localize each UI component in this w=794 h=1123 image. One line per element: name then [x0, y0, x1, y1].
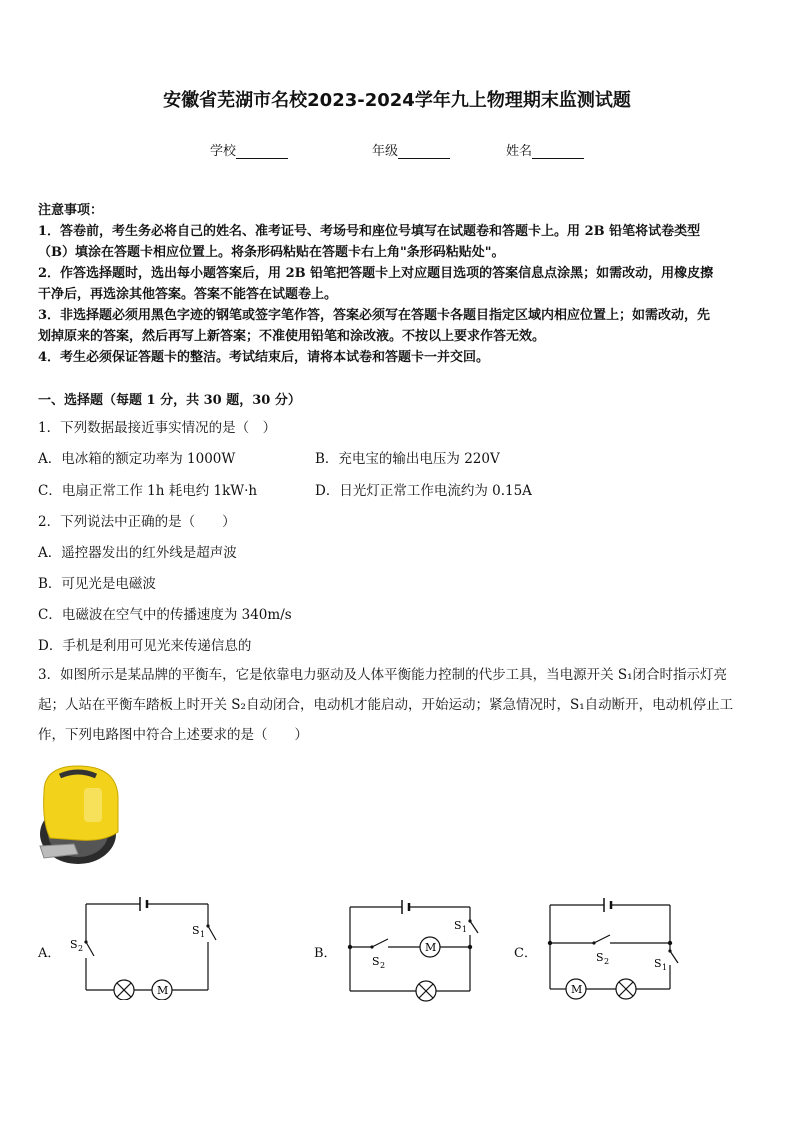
grade-field: [372, 140, 450, 159]
switch-contact: [668, 949, 671, 952]
q2-option-a[interactable]: A．遥控器发出的红外线是超声波: [38, 545, 237, 561]
s2-subscript: 2: [78, 944, 84, 953]
motor-label: M: [157, 984, 169, 997]
s1-label: S: [454, 919, 462, 932]
grade-label: 年级: [372, 144, 399, 159]
school-field: [210, 140, 288, 159]
notice-line: 4．考生必须保证答题卡的整洁。考试结束后，请将本试卷和答题卡一并交回。: [38, 350, 490, 365]
circuit-c: [540, 893, 690, 1003]
notice-line: 干净后，再选涂其他答案。答案不能答在试题卷上。: [38, 287, 338, 302]
circuit-b: [340, 895, 490, 1003]
balance-car-image: [34, 762, 124, 866]
s1-subscript: 1: [462, 925, 468, 934]
q2-option-b[interactable]: B．可见光是电磁波: [38, 576, 156, 592]
s1-label: S: [654, 957, 662, 970]
q1-option-b[interactable]: B．充电宝的输出电压为 220V: [315, 451, 500, 467]
circuit-a: [60, 890, 220, 1000]
s1-subscript: 1: [662, 963, 668, 972]
switch-s2-blade: [372, 939, 388, 947]
motor-label: M: [571, 983, 583, 996]
s2-label: S: [70, 938, 78, 951]
exam-title: 安徽省芜湖市名校2023-2024学年九上物理期末监测试题: [163, 90, 631, 111]
q1-option-a[interactable]: A．电冰箱的额定功率为 1000W: [38, 451, 236, 467]
school-blank[interactable]: [236, 145, 288, 159]
name-label: 姓名: [506, 144, 533, 159]
switch-contact: [84, 940, 87, 943]
section-heading: 一、选择题（每题 1 分，共 30 题，30 分）: [38, 393, 301, 408]
car-body: [44, 766, 118, 840]
motor-label: M: [425, 941, 437, 954]
switch-s2-blade: [594, 935, 610, 943]
notice-line: 3．非选择题必须用黑色字迹的钢笔或签字笔作答，答案必须写在答题卡各题目指定区域内相应位置上；如需改动，先: [38, 308, 711, 323]
circuit-option-c-label[interactable]: C．: [514, 946, 537, 961]
grade-blank[interactable]: [398, 145, 450, 159]
notice-line: 1．答卷前，考生务必将自己的姓名、准考证号、考场号和座位号填写在试题卷和答题卡上。用 2B 铅笔将试卷类型: [38, 224, 701, 239]
switch-contact: [206, 924, 209, 927]
q1-option-c[interactable]: C．电扇正常工作 1h 耗电约 1kW·h: [38, 483, 258, 499]
q3-line: 3．如图所示是某品牌的平衡车，它是依靠电力驱动及人体平衡能力控制的代步工具，当电源开关 S₁闭合时指示灯亮: [38, 667, 728, 683]
q1-stem: 1．下列数据最接近事实情况的是（ ）: [38, 420, 277, 436]
s2-subscript: 2: [380, 961, 386, 970]
notice-heading: 注意事项：: [38, 203, 104, 218]
s1-label: S: [192, 924, 200, 937]
s1-subscript: 1: [200, 930, 206, 939]
circuit-option-a-label[interactable]: A．: [38, 946, 61, 961]
notice-line: 2．作答选择题时，选出每小题答案后，用 2B 铅笔把答题卡上对应题目选项的答案信息点涂黑；如需改动，用橡皮擦: [38, 266, 714, 281]
junction-dot: [548, 941, 552, 945]
switch-s1-blade: [670, 951, 678, 963]
junction-dot: [348, 945, 352, 949]
s2-subscript: 2: [604, 957, 610, 966]
junction-dot: [468, 945, 472, 949]
q3-stem: [38, 660, 758, 750]
q2-option-c[interactable]: C．电磁波在空气中的传播速度为 340m/s: [38, 607, 292, 623]
notice-block: [38, 200, 758, 368]
switch-s2-blade: [86, 942, 94, 956]
s2-label: S: [372, 955, 380, 968]
switch-s1-blade: [470, 921, 478, 933]
s2-label: S: [596, 951, 604, 964]
switch-contact: [592, 941, 595, 944]
switch-s1-blade: [208, 926, 216, 940]
notice-line: 划掉原来的答案，然后再写上新答案；不准使用铅笔和涂改液。不按以上要求作答无效。: [38, 329, 546, 344]
q1-option-d[interactable]: D．日光灯正常工作电流约为 0.15A: [315, 483, 532, 499]
q2-stem: 2．下列说法中正确的是（ ）: [38, 514, 236, 530]
notice-line: （B）填涂在答题卡相应位置上。将条形码粘贴在答题卡右上角"条形码粘贴处"。: [38, 245, 505, 260]
school-label: 学校: [210, 144, 237, 159]
car-panel: [84, 788, 102, 822]
junction-dot: [668, 941, 672, 945]
q2-option-d[interactable]: D．手机是利用可见光来传递信息的: [38, 638, 252, 654]
switch-contact: [370, 945, 373, 948]
name-field: [506, 140, 584, 159]
circuit-option-b-label[interactable]: B．: [314, 946, 337, 961]
name-blank[interactable]: [532, 145, 584, 159]
switch-contact: [468, 919, 471, 922]
q3-line: 作，下列电路图中符合上述要求的是（ ）: [38, 727, 308, 743]
q3-line: 起；人站在平衡车踏板上时开关 S₂自动闭合，电动机才能启动，开始运动；紧急情况时，S₁自动断开，电动机停止工: [38, 697, 734, 713]
